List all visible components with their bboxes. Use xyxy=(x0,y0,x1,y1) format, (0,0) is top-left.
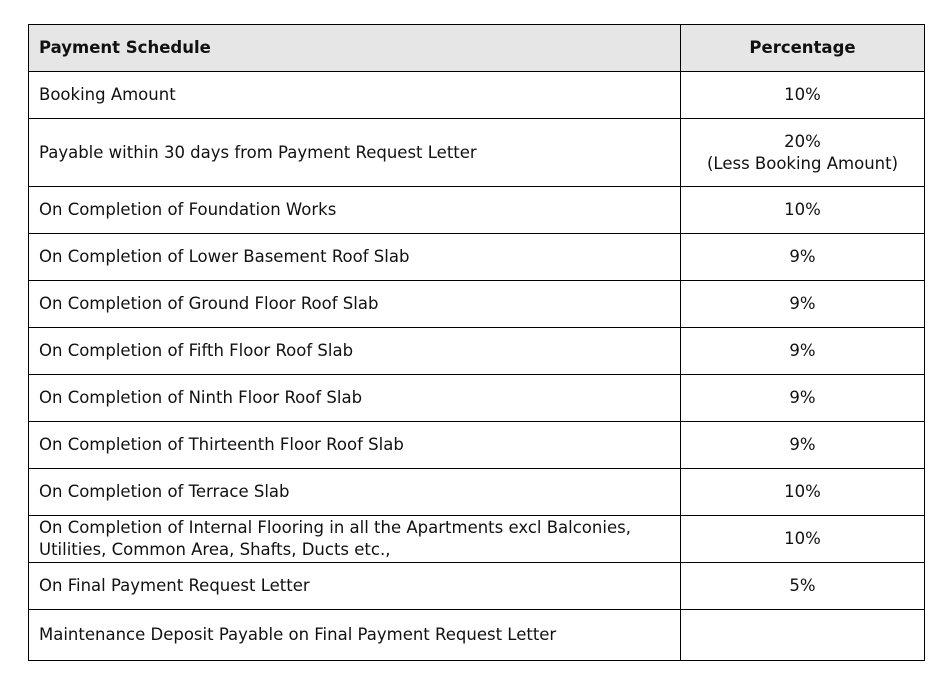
percentage-cell: 10% xyxy=(681,72,925,119)
table-row xyxy=(29,234,925,281)
table-row xyxy=(29,375,925,422)
schedule-cell: On Completion of Lower Basement Roof Slab xyxy=(29,234,681,281)
percentage-cell: 9% xyxy=(681,281,925,328)
table-row xyxy=(29,119,925,187)
percentage-cell: 10% xyxy=(681,516,925,563)
percentage-cell xyxy=(681,610,925,661)
percentage-cell: 9% xyxy=(681,375,925,422)
schedule-cell: On Completion of Ground Floor Roof Slab xyxy=(29,281,681,328)
schedule-cell: Payable within 30 days from Payment Request Letter xyxy=(29,119,681,187)
schedule-cell: On Completion of Thirteenth Floor Roof Slab xyxy=(29,422,681,469)
percentage-cell: 10% xyxy=(681,187,925,234)
percentage-cell: 9% xyxy=(681,234,925,281)
table-row xyxy=(29,610,925,661)
schedule-cell: On Final Payment Request Letter xyxy=(29,563,681,610)
header-percentage: Percentage xyxy=(681,25,925,72)
payment-schedule-table xyxy=(28,24,925,661)
percentage-cell: 5% xyxy=(681,563,925,610)
header-payment-schedule: Payment Schedule xyxy=(29,25,681,72)
schedule-cell: Booking Amount xyxy=(29,72,681,119)
percentage-note: (Less Booking Amount) xyxy=(706,153,899,173)
schedule-cell: On Completion of Terrace Slab xyxy=(29,469,681,516)
percentage-cell: 9% xyxy=(681,422,925,469)
table-header-row xyxy=(29,25,925,72)
table-row xyxy=(29,281,925,328)
table-row xyxy=(29,563,925,610)
percentage-cell xyxy=(681,119,925,187)
table-row xyxy=(29,469,925,516)
schedule-cell: Maintenance Deposit Payable on Final Payment Request Letter xyxy=(29,610,681,661)
schedule-cell: On Completion of Internal Flooring in all the Apartments excl Balconies, Utilities, Common Area, Shafts, Ducts etc., xyxy=(29,516,681,563)
table-row xyxy=(29,187,925,234)
table-row xyxy=(29,328,925,375)
percentage-cell: 10% xyxy=(681,469,925,516)
table-row xyxy=(29,516,925,563)
schedule-cell: On Completion of Ninth Floor Roof Slab xyxy=(29,375,681,422)
table-row xyxy=(29,422,925,469)
table-row xyxy=(29,72,925,119)
schedule-cell: On Completion of Foundation Works xyxy=(29,187,681,234)
percentage-cell: 9% xyxy=(681,328,925,375)
schedule-cell: On Completion of Fifth Floor Roof Slab xyxy=(29,328,681,375)
percentage-value: 20% xyxy=(784,131,821,151)
